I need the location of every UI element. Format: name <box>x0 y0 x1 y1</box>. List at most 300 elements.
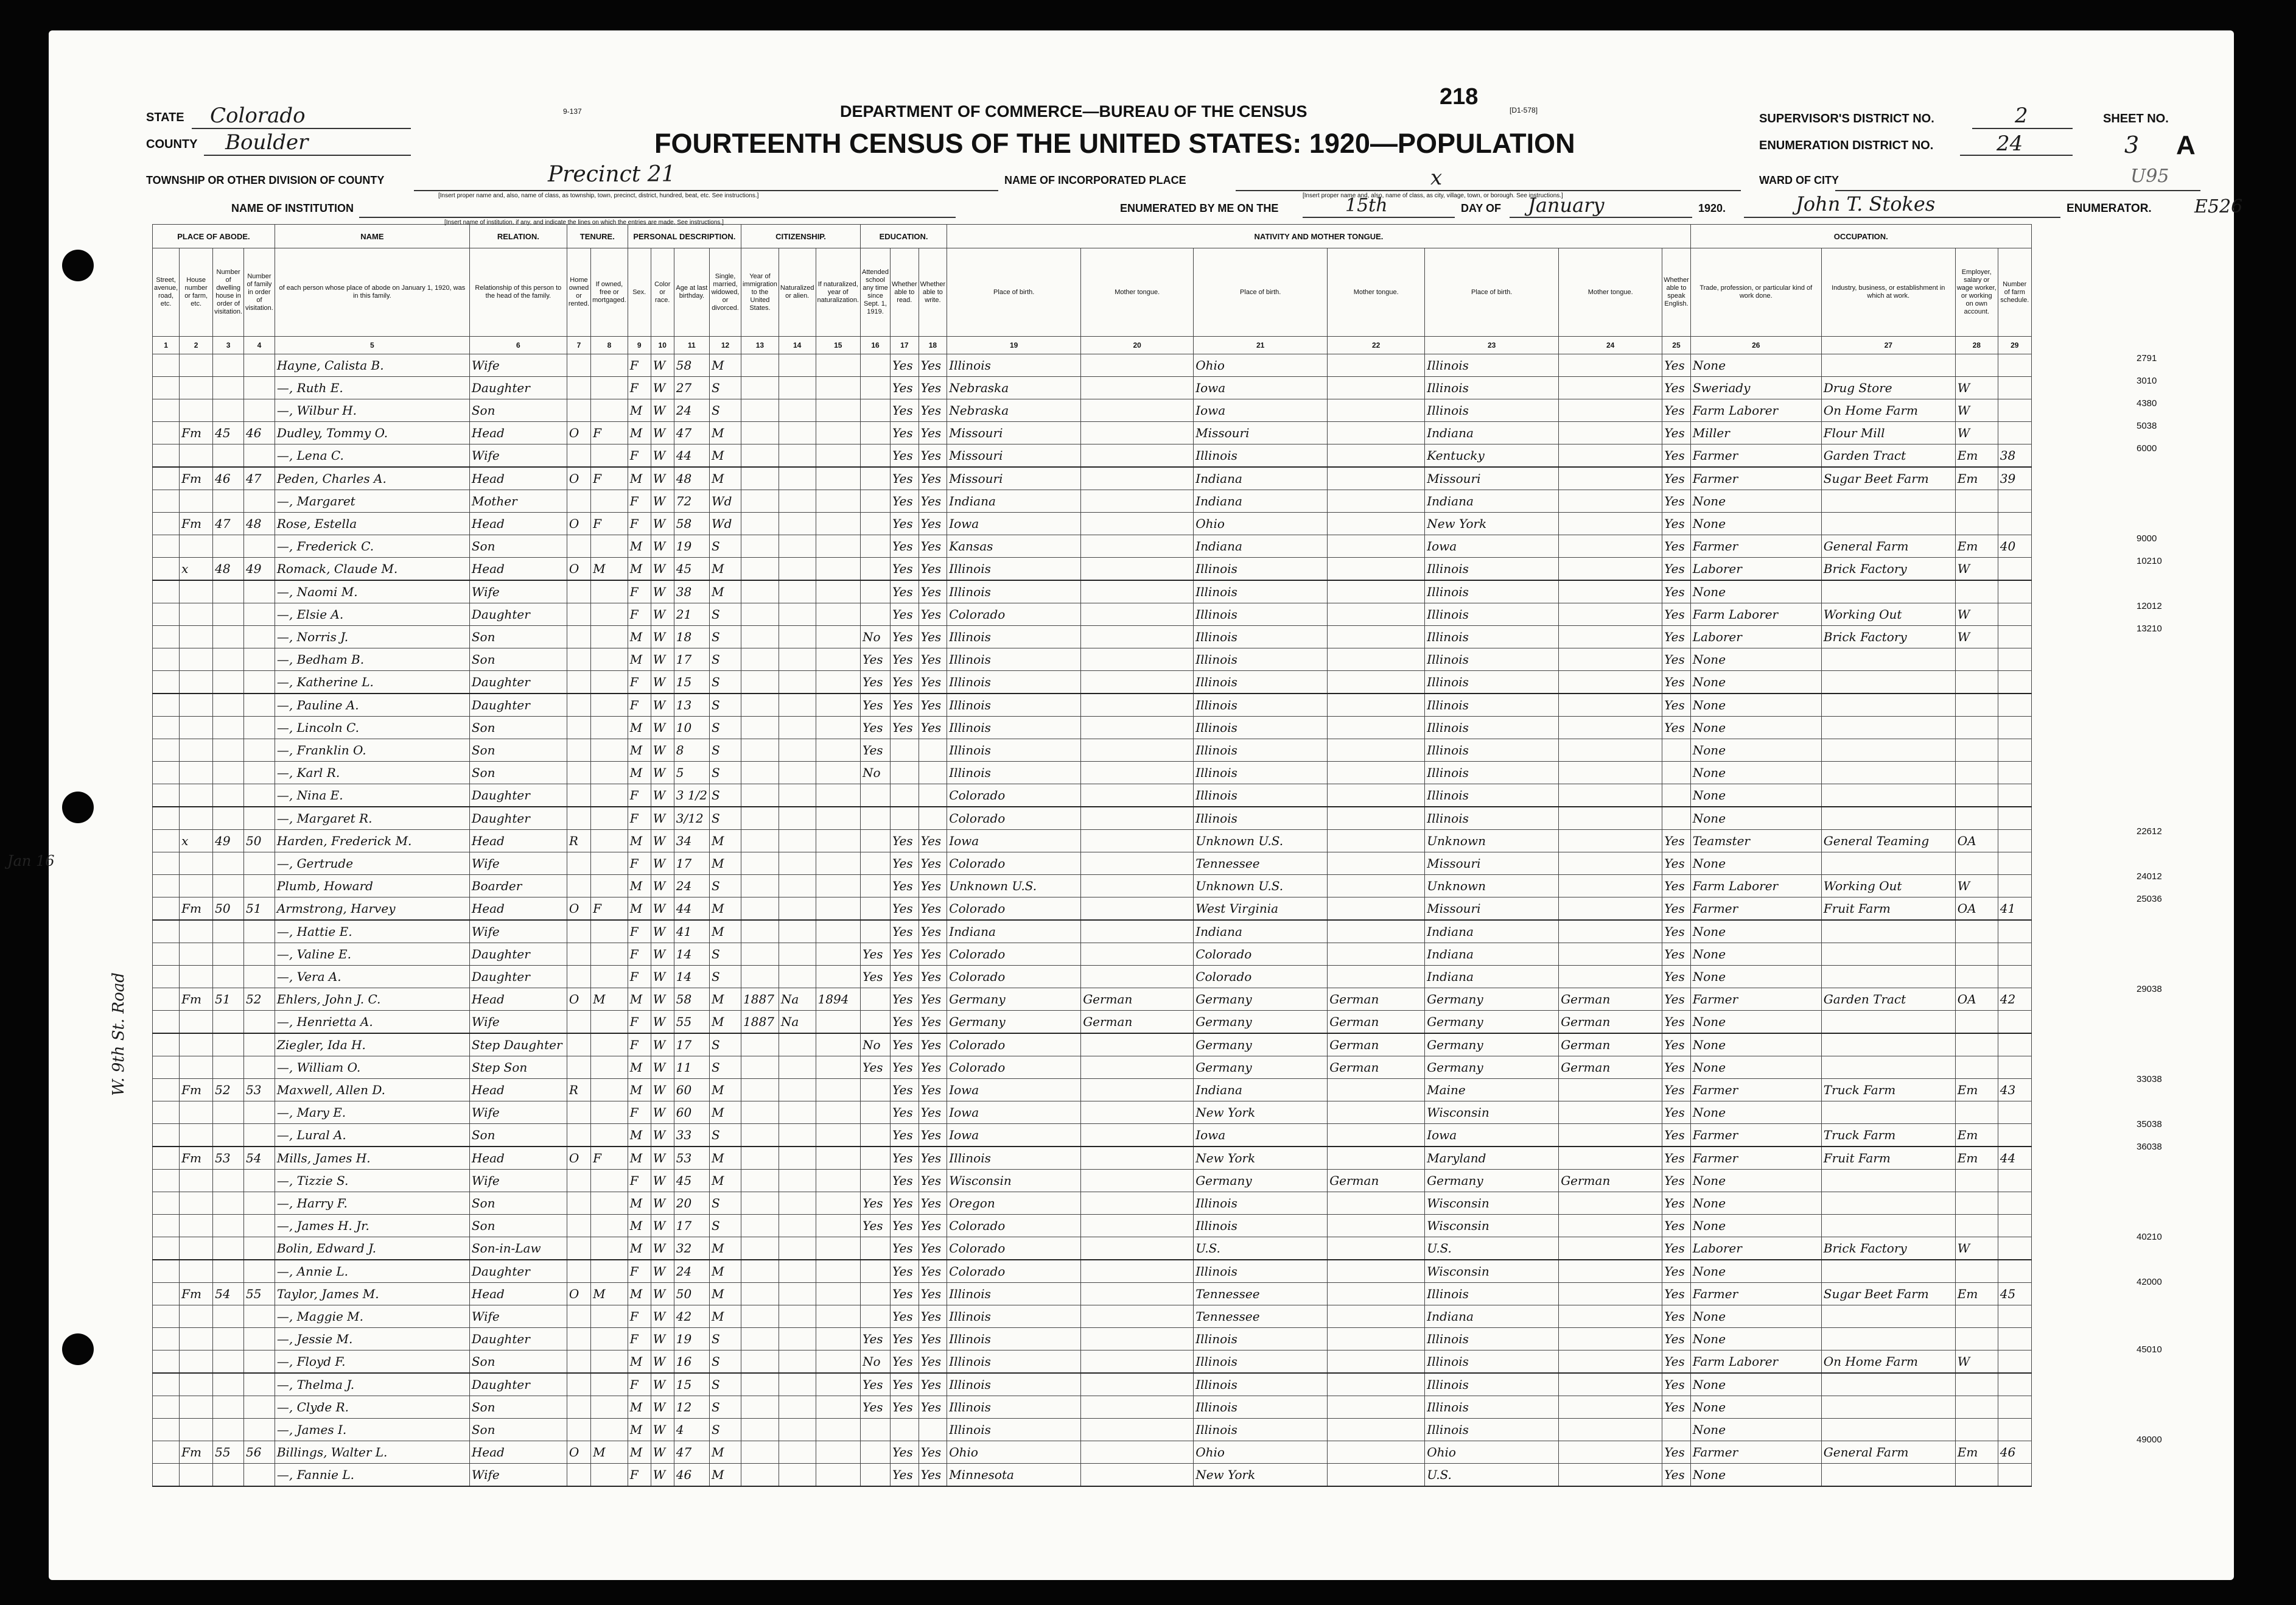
table-cell: Garden Tract <box>1821 988 1955 1011</box>
table-cell <box>860 377 890 399</box>
table-cell: OA <box>1955 988 1998 1011</box>
table-cell <box>816 739 860 762</box>
table-cell: S <box>710 694 741 717</box>
table-cell <box>1081 490 1194 513</box>
table-cell: Indiana <box>1194 467 1328 490</box>
table-cell <box>891 1419 919 1441</box>
table-cell <box>244 603 275 626</box>
column-header: Place of birth. <box>1194 248 1328 337</box>
table-cell: New York <box>1194 1147 1328 1170</box>
table-cell <box>1998 603 2031 626</box>
table-cell <box>1559 354 1662 377</box>
column-header: Number of dwelling house in order of visitation. <box>213 248 244 337</box>
table-cell: Germany <box>1194 1033 1328 1056</box>
table-cell <box>213 1237 244 1260</box>
table-cell <box>1955 1464 1998 1487</box>
column-number: 22 <box>1328 337 1425 354</box>
table-cell: Head <box>469 897 567 921</box>
table-cell <box>1328 943 1425 966</box>
table-cell: 54 <box>213 1283 244 1305</box>
table-cell <box>1328 1101 1425 1124</box>
column-header: Place of birth. <box>947 248 1081 337</box>
table-cell <box>816 580 860 603</box>
table-cell: F <box>628 1305 651 1328</box>
table-cell: S <box>710 717 741 739</box>
table-cell <box>591 717 628 739</box>
township-note: [Insert proper name and, also, name of class, as township, town, precinct, district, hundred, beat, etc. See instructions.] <box>438 192 759 199</box>
table-cell <box>567 1305 590 1328</box>
table-cell: F <box>628 671 651 694</box>
table-row <box>153 1419 2032 1441</box>
table-cell: OA <box>1955 897 1998 921</box>
column-number: 21 <box>1194 337 1328 354</box>
table-cell: Yes <box>891 1328 919 1350</box>
table-cell: Yes <box>891 1056 919 1079</box>
table-cell <box>213 943 244 966</box>
table-cell <box>213 1464 244 1487</box>
table-cell <box>816 694 860 717</box>
table-cell <box>153 535 180 558</box>
table-cell: Minnesota <box>947 1464 1081 1487</box>
table-cell: —, Harry F. <box>275 1192 469 1215</box>
table-cell <box>1328 377 1425 399</box>
table-cell: W <box>651 966 674 988</box>
census-sheet <box>7 30 2243 1580</box>
table-cell <box>567 966 590 988</box>
table-cell: F <box>628 580 651 603</box>
table-cell <box>741 671 779 694</box>
table-cell <box>1328 490 1425 513</box>
table-cell: 46 <box>244 422 275 444</box>
table-cell: 49 <box>244 558 275 581</box>
column-header: Whether able to speak English. <box>1662 248 1691 337</box>
column-header: Mother tongue. <box>1559 248 1662 337</box>
table-cell: Son <box>469 626 567 648</box>
table-cell <box>1821 920 1955 943</box>
table-cell: W <box>651 739 674 762</box>
table-cell: Romack, Claude M. <box>275 558 469 581</box>
table-cell: —, Franklin O. <box>275 739 469 762</box>
table-cell <box>860 603 890 626</box>
table-cell <box>1955 1215 1998 1237</box>
table-cell <box>153 377 180 399</box>
table-cell: Unknown U.S. <box>1194 830 1328 852</box>
table-cell <box>816 966 860 988</box>
table-cell <box>153 1260 180 1283</box>
table-cell <box>1821 1101 1955 1124</box>
table-cell <box>860 467 890 490</box>
table-cell: 24 <box>674 1260 709 1283</box>
table-cell: Yes <box>891 897 919 921</box>
table-cell: 20 <box>674 1192 709 1215</box>
table-cell: Yes <box>919 1147 947 1170</box>
table-row <box>153 354 2032 377</box>
table-row <box>153 1260 2032 1283</box>
table-cell <box>1328 762 1425 784</box>
table-cell: M <box>710 988 741 1011</box>
table-cell: Yes <box>1662 1192 1691 1215</box>
table-cell <box>1998 920 2031 943</box>
table-cell <box>1559 535 1662 558</box>
table-cell <box>567 490 590 513</box>
table-cell: —, Annie L. <box>275 1260 469 1283</box>
table-cell: Yes <box>891 377 919 399</box>
table-cell: Indiana <box>1194 490 1328 513</box>
table-cell <box>860 875 890 897</box>
table-cell: M <box>628 1283 651 1305</box>
table-cell: Illinois <box>1425 1373 1559 1396</box>
table-cell <box>153 513 180 535</box>
table-cell <box>591 1170 628 1192</box>
table-cell <box>1998 1124 2031 1147</box>
column-header-row <box>153 248 2032 337</box>
table-cell <box>213 1350 244 1374</box>
table-cell <box>860 1101 890 1124</box>
table-cell <box>153 920 180 943</box>
table-cell <box>816 1192 860 1215</box>
table-cell: W <box>651 603 674 626</box>
table-cell <box>816 513 860 535</box>
enumeration-year: 1920. <box>1698 202 1726 214</box>
table-cell: Illinois <box>1194 603 1328 626</box>
table-cell <box>1081 671 1194 694</box>
table-cell: Billings, Walter L. <box>275 1441 469 1464</box>
table-cell: W <box>651 580 674 603</box>
table-cell <box>244 377 275 399</box>
table-cell: M <box>628 558 651 581</box>
table-cell <box>567 739 590 762</box>
table-cell: Germany <box>1194 988 1328 1011</box>
table-cell <box>213 1396 244 1419</box>
table-cell <box>567 1192 590 1215</box>
table-cell <box>860 852 890 875</box>
table-cell: Yes <box>919 694 947 717</box>
table-cell <box>816 422 860 444</box>
table-cell <box>244 626 275 648</box>
table-cell <box>1821 1396 1955 1419</box>
table-cell: M <box>628 467 651 490</box>
table-cell <box>891 807 919 830</box>
table-cell: Head <box>469 1079 567 1101</box>
table-cell <box>180 1464 213 1487</box>
table-cell: Yes <box>1662 399 1691 422</box>
table-cell <box>741 1101 779 1124</box>
column-header: If owned, free or mortgaged. <box>591 248 628 337</box>
table-cell <box>1081 513 1194 535</box>
table-cell <box>779 1396 816 1419</box>
table-cell <box>1328 603 1425 626</box>
table-cell <box>1328 535 1425 558</box>
table-cell: Boarder <box>469 875 567 897</box>
table-cell: Yes <box>919 467 947 490</box>
table-cell <box>567 1237 590 1260</box>
table-cell: Illinois <box>1425 717 1559 739</box>
table-cell: O <box>567 513 590 535</box>
table-cell: Colorado <box>947 603 1081 626</box>
table-cell: Ohio <box>947 1441 1081 1464</box>
table-cell <box>860 535 890 558</box>
table-cell: Step Daughter <box>469 1033 567 1056</box>
table-cell: Illinois <box>1194 762 1328 784</box>
table-row <box>153 1283 2032 1305</box>
enumeration-month: January <box>1528 194 1605 217</box>
table-cell <box>591 1396 628 1419</box>
table-cell <box>779 1147 816 1170</box>
table-cell <box>1821 354 1955 377</box>
column-header: Trade, profession, or particular kind of work done. <box>1690 248 1821 337</box>
table-cell: Illinois <box>1425 1328 1559 1350</box>
institution-label: NAME OF INSTITUTION <box>231 202 354 214</box>
table-cell: S <box>710 1373 741 1396</box>
table-cell: F <box>628 444 651 468</box>
supervisor-district: 2 <box>2015 104 2028 128</box>
table-cell <box>1081 467 1194 490</box>
table-cell <box>567 1373 590 1396</box>
table-cell <box>213 717 244 739</box>
table-cell: None <box>1690 1033 1821 1056</box>
table-cell: M <box>628 1441 651 1464</box>
table-cell <box>860 1305 890 1328</box>
table-cell <box>741 807 779 830</box>
table-cell: Wife <box>469 1464 567 1487</box>
table-cell <box>567 717 590 739</box>
table-cell <box>816 1033 860 1056</box>
table-cell <box>1998 1056 2031 1079</box>
table-cell <box>180 1056 213 1079</box>
table-cell: German <box>1328 1170 1425 1192</box>
table-cell: Illinois <box>1425 399 1559 422</box>
table-cell: 48 <box>674 467 709 490</box>
table-cell <box>1559 852 1662 875</box>
table-cell <box>591 807 628 830</box>
table-cell <box>779 830 816 852</box>
table-cell: Wisconsin <box>1425 1215 1559 1237</box>
table-cell: Fm <box>180 422 213 444</box>
table-cell: Daughter <box>469 1260 567 1283</box>
table-cell: M <box>591 558 628 581</box>
table-cell: Yes <box>860 1396 890 1419</box>
table-row <box>153 377 2032 399</box>
table-cell <box>153 875 180 897</box>
table-cell: Indiana <box>947 490 1081 513</box>
table-cell <box>153 852 180 875</box>
table-cell <box>1998 852 2031 875</box>
table-cell: M <box>710 1464 741 1487</box>
table-cell: 55 <box>244 1283 275 1305</box>
table-cell: W <box>651 1373 674 1396</box>
table-cell: Daughter <box>469 807 567 830</box>
table-cell <box>779 1101 816 1124</box>
table-cell: Yes <box>860 966 890 988</box>
table-cell: 27 <box>674 377 709 399</box>
table-cell <box>153 467 180 490</box>
table-cell <box>860 1464 890 1487</box>
table-cell <box>816 852 860 875</box>
table-cell <box>1081 354 1194 377</box>
table-cell: Yes <box>1662 467 1691 490</box>
table-cell: None <box>1690 784 1821 807</box>
table-cell: Em <box>1955 535 1998 558</box>
table-cell: Plumb, Howard <box>275 875 469 897</box>
table-cell <box>1328 717 1425 739</box>
table-cell <box>180 943 213 966</box>
table-row <box>153 920 2032 943</box>
table-cell: 10 <box>674 717 709 739</box>
column-header: Employer, salary or wage worker, or working on own account. <box>1955 248 1998 337</box>
table-cell: Germany <box>1425 1170 1559 1192</box>
group-personal-description: PERSONAL DESCRIPTION. <box>628 225 741 248</box>
table-cell <box>567 694 590 717</box>
table-cell <box>1559 875 1662 897</box>
table-cell <box>860 354 890 377</box>
table-cell: F <box>628 1373 651 1396</box>
table-cell <box>1821 513 1955 535</box>
table-cell <box>153 1033 180 1056</box>
table-cell <box>1328 875 1425 897</box>
table-cell: S <box>710 875 741 897</box>
column-header: Mother tongue. <box>1328 248 1425 337</box>
table-cell: F <box>628 852 651 875</box>
table-cell: Farmer <box>1690 535 1821 558</box>
table-cell: Illinois <box>1194 1260 1328 1283</box>
table-cell: Illinois <box>1425 739 1559 762</box>
table-cell: M <box>628 875 651 897</box>
table-cell <box>153 762 180 784</box>
table-cell: 33 <box>674 1124 709 1147</box>
column-number: 11 <box>674 337 709 354</box>
table-cell: Yes <box>891 1283 919 1305</box>
table-cell <box>816 875 860 897</box>
table-cell <box>779 1056 816 1079</box>
table-cell: Daughter <box>469 966 567 988</box>
table-row <box>153 399 2032 422</box>
table-cell: Colorado <box>947 966 1081 988</box>
table-cell: S <box>710 943 741 966</box>
table-cell: F <box>628 377 651 399</box>
table-cell: Farmer <box>1690 988 1821 1011</box>
table-cell: Yes <box>1662 1237 1691 1260</box>
table-cell: —, Elsie A. <box>275 603 469 626</box>
table-cell <box>1998 966 2031 988</box>
table-cell <box>1328 852 1425 875</box>
table-cell: Yes <box>891 490 919 513</box>
sheet-stamp-number: 218 <box>1440 84 1479 110</box>
table-cell: Yes <box>919 399 947 422</box>
table-cell: Teamster <box>1690 830 1821 852</box>
table-cell <box>1955 807 1998 830</box>
department-heading: DEPARTMENT OF COMMERCE—BUREAU OF THE CENSUS <box>840 102 1307 121</box>
table-cell <box>180 694 213 717</box>
table-cell: 49 <box>213 830 244 852</box>
table-cell: W <box>651 694 674 717</box>
table-cell <box>860 580 890 603</box>
table-cell <box>779 1192 816 1215</box>
table-cell: Illinois <box>1425 694 1559 717</box>
table-cell: Yes <box>891 1192 919 1215</box>
table-cell <box>816 1079 860 1101</box>
table-cell <box>213 875 244 897</box>
margin-code: 5038 <box>2137 421 2157 431</box>
table-cell: Yes <box>860 1215 890 1237</box>
table-cell <box>1328 1441 1425 1464</box>
table-cell <box>153 1464 180 1487</box>
table-cell <box>1955 513 1998 535</box>
table-cell <box>1559 784 1662 807</box>
table-cell <box>1955 580 1998 603</box>
table-cell: Fm <box>180 988 213 1011</box>
table-cell: Iowa <box>947 1124 1081 1147</box>
table-cell: Yes <box>919 966 947 988</box>
table-cell: Wisconsin <box>1425 1192 1559 1215</box>
table-cell <box>860 1170 890 1192</box>
table-cell <box>1328 897 1425 921</box>
table-cell <box>741 558 779 581</box>
table-cell <box>244 1419 275 1441</box>
table-cell: 46 <box>213 467 244 490</box>
table-cell <box>244 444 275 468</box>
margin-code: 35038 <box>2137 1119 2162 1129</box>
table-cell <box>1328 399 1425 422</box>
table-cell: Illinois <box>1425 603 1559 626</box>
table-cell <box>244 1101 275 1124</box>
table-cell: —, Frederick C. <box>275 535 469 558</box>
table-cell <box>591 580 628 603</box>
table-cell: W <box>651 399 674 422</box>
table-cell: Yes <box>1662 1260 1691 1283</box>
table-cell: —, Gertrude <box>275 852 469 875</box>
table-cell <box>1559 830 1662 852</box>
table-cell <box>779 467 816 490</box>
table-cell: Yes <box>891 1124 919 1147</box>
table-cell: S <box>710 535 741 558</box>
table-cell: W <box>1955 558 1998 581</box>
table-cell: Wd <box>710 490 741 513</box>
table-cell: M <box>628 422 651 444</box>
table-cell: Illinois <box>947 648 1081 671</box>
table-cell <box>816 354 860 377</box>
table-cell: Yes <box>891 1464 919 1487</box>
table-cell: Yes <box>860 943 890 966</box>
table-cell <box>1821 966 1955 988</box>
table-cell: W <box>651 377 674 399</box>
table-cell <box>1998 671 2031 694</box>
table-cell: Illinois <box>947 558 1081 581</box>
table-cell <box>1998 1101 2031 1124</box>
column-header: Relationship of this person to the head of the family. <box>469 248 567 337</box>
table-cell: M <box>710 1283 741 1305</box>
table-cell: Yes <box>919 1056 947 1079</box>
table-cell: 14 <box>674 966 709 988</box>
table-cell: Missouri <box>947 422 1081 444</box>
table-cell <box>816 1396 860 1419</box>
table-cell <box>180 1101 213 1124</box>
table-cell: Ohio <box>1194 354 1328 377</box>
table-cell: None <box>1690 1011 1821 1034</box>
table-cell: Indiana <box>1194 535 1328 558</box>
table-cell: Ohio <box>1194 513 1328 535</box>
table-cell: S <box>710 966 741 988</box>
table-cell <box>1559 943 1662 966</box>
table-cell: Fm <box>180 1079 213 1101</box>
table-cell: Yes <box>1662 717 1691 739</box>
table-cell: German <box>1559 1011 1662 1034</box>
column-header: If naturalized, year of naturalization. <box>816 248 860 337</box>
table-cell <box>741 1419 779 1441</box>
table-cell: Yes <box>1662 694 1691 717</box>
table-row <box>153 966 2032 988</box>
table-cell: Wife <box>469 1101 567 1124</box>
sheet-label: SHEET NO. <box>2103 112 2169 125</box>
